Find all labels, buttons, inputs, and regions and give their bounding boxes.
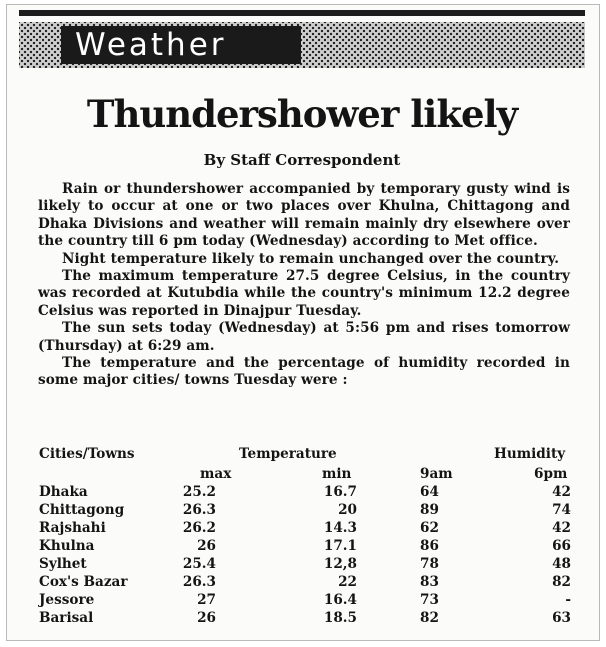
section-banner xyxy=(19,22,585,68)
cell-6pm: 66 xyxy=(552,538,571,554)
section-title: Weather xyxy=(61,26,301,64)
headline: Thundershower likely xyxy=(86,92,518,136)
cell-max: 26.3 xyxy=(182,502,216,518)
cell-max: 25.2 xyxy=(182,484,216,500)
cell-9am: 64 xyxy=(420,484,439,500)
cell-min: 18.5 xyxy=(323,610,357,626)
cell-max: 25.4 xyxy=(182,556,216,572)
cell-city: Chittagong xyxy=(39,502,125,518)
cell-6pm: 42 xyxy=(552,520,571,536)
table-row xyxy=(0,556,606,574)
cell-min: 16.4 xyxy=(323,592,357,608)
table-row xyxy=(0,520,606,538)
cell-6pm: 42 xyxy=(552,484,571,500)
cell-9am: 82 xyxy=(420,610,439,626)
cell-min: 16.7 xyxy=(323,484,357,500)
cell-6pm: 82 xyxy=(552,574,571,590)
cell-max: 27 xyxy=(197,592,216,608)
cell-9am: 86 xyxy=(420,538,439,554)
table-row xyxy=(0,538,606,556)
cell-9am: 73 xyxy=(420,592,439,608)
cell-max: 26 xyxy=(197,538,216,554)
table-row xyxy=(0,574,606,592)
cell-city: Sylhet xyxy=(39,556,87,572)
cell-max: 26 xyxy=(197,610,216,626)
byline: By Staff Correspondent xyxy=(203,151,401,169)
subheader-min: min xyxy=(322,466,352,482)
cell-9am: 83 xyxy=(420,574,439,590)
paragraph: The temperature and the percentage of humidity recorded in some major cities/ towns Tuesday were : xyxy=(38,355,570,389)
cell-min: 20 xyxy=(338,502,357,518)
cell-city: Barisal xyxy=(39,610,94,626)
col-header-city: Cities/Towns xyxy=(39,446,135,462)
cell-min: 17.1 xyxy=(323,538,357,554)
cell-9am: 89 xyxy=(420,502,439,518)
cell-9am: 78 xyxy=(420,556,439,572)
paragraph: Rain or thundershower accompanied by temporary gusty wind is likely to occur at one or two places over Khulna, Chittagong and Dhaka Divisions and weather will remain mainly dry elsewhere over the country till 6 pm today (Wednesday) according to Met office. xyxy=(38,181,570,250)
cell-min: 14.3 xyxy=(323,520,357,536)
cell-9am: 62 xyxy=(420,520,439,536)
table-row xyxy=(0,610,606,628)
cell-city: Khulna xyxy=(39,538,95,554)
table-row xyxy=(0,484,606,502)
subheader-max: max xyxy=(200,466,232,482)
cell-6pm: - xyxy=(565,592,571,608)
table-row xyxy=(0,502,606,520)
paragraph: The sun sets today (Wednesday) at 5:56 pm and rises tomorrow (Thursday) at 6:29 am. xyxy=(38,320,570,354)
cell-6pm: 63 xyxy=(552,610,571,626)
col-header-temperature: Temperature xyxy=(239,446,337,462)
paragraph: Night temperature likely to remain unchanged over the country. xyxy=(62,250,560,267)
cell-6pm: 74 xyxy=(552,502,571,518)
cell-city: Jessore xyxy=(39,592,95,608)
cell-city: Cox's Bazar xyxy=(39,574,128,590)
cell-city: Dhaka xyxy=(39,484,88,500)
cell-max: 26.3 xyxy=(182,574,216,590)
top-rule xyxy=(19,10,585,16)
subheader-6pm: 6pm xyxy=(534,466,568,482)
cell-min: 12,8 xyxy=(323,556,357,572)
cell-city: Rajshahi xyxy=(39,520,106,536)
paragraph: The maximum temperature 27.5 degree Celsius, in the country was recorded at Kutubdia while the country's minimum 12.2 degree Celsius was reported in Dinajpur Tuesday. xyxy=(38,268,570,319)
cell-min: 22 xyxy=(338,574,357,590)
article-body xyxy=(38,181,570,390)
col-header-humidity: Humidity xyxy=(494,446,566,462)
cell-max: 26.2 xyxy=(182,520,216,536)
cell-6pm: 48 xyxy=(552,556,571,572)
subheader-9am: 9am xyxy=(420,466,453,482)
table-row xyxy=(0,592,606,610)
